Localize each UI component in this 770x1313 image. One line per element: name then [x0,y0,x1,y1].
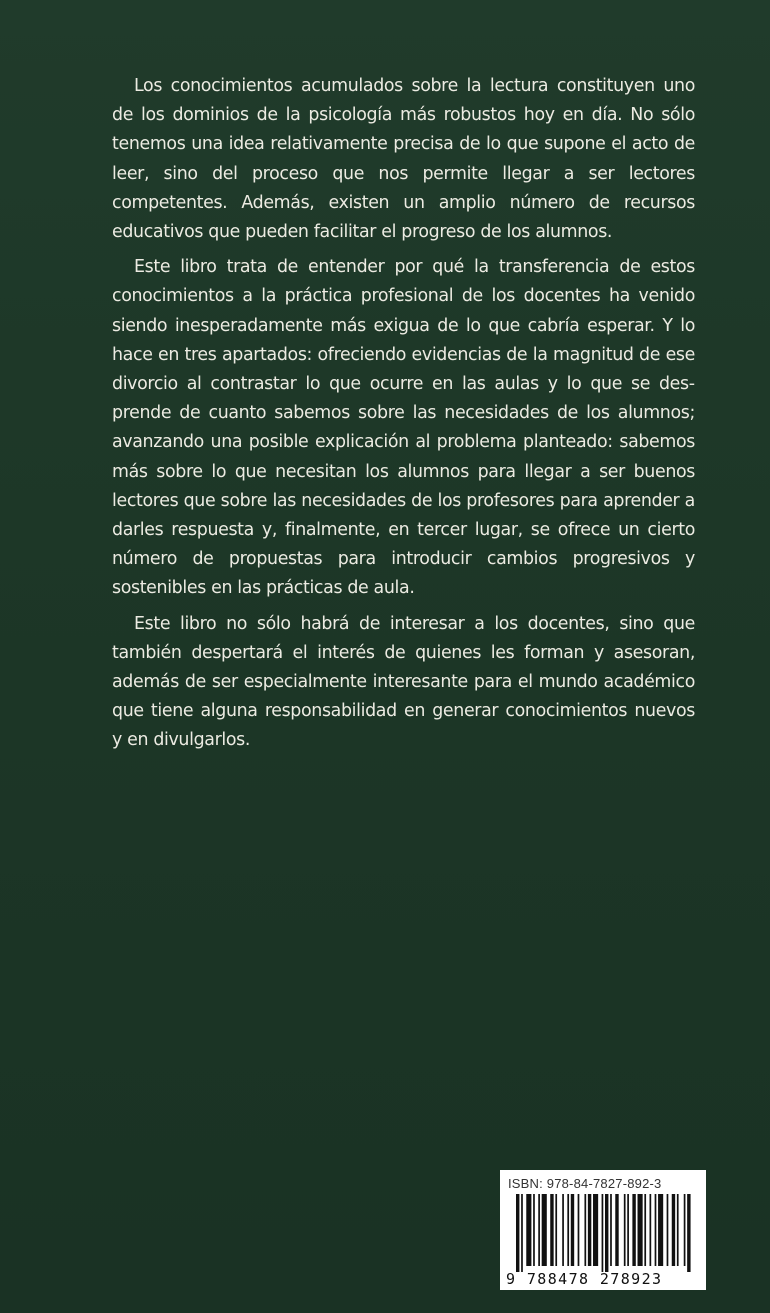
blurb-paragraph-1: Los conocimientos acumulados sobre la lectura constituyen uno de los dominios de la psicología más robustos hoy en día. No sólo tenemos una idea relativamente precisa de lo que supone el acto de leer, sino del proceso que nos permite llegar a ser lectores competentes. Además, existen un amplio número de recursos educativos que pueden facilitar el progreso de los alumnos. [112,76,695,243]
isbn-barcode-box [500,1170,706,1290]
isbn-label: ISBN: 978-84-7827-892-3 [508,1176,662,1191]
blurb-paragraph-2: Este libro trata de entender por qué la transferencia de estos conocimientos a la práctica profesional de los docentes ha venido siendo inesperadamente más exigua de lo que cabría esperar. Y lo hace en tres apartados: ofreciendo evidencias de la magnitud de ese divorcio al contrastar lo que ocurre en las aulas y lo que se desprende de cuanto sabemos sobre las necesidades de los alumnos; avanzando una posible explicación al problema planteado: sabemos más sobre lo que necesitan los alumnos para llegar a ser buenos lectores que sobre las necesidades de los profesores para aprender a darles respuesta y, finalmente, en tercer lugar, se ofrece un cierto número de propuestas para introducir cambios progresivos y sostenibles en las prácticas de aula. [112,257,695,599]
blurb-paragraph-3: Este libro no sólo habrá de interesar a los docentes, sino que también despertará el interés de quienes les forman y asesoran, además de ser especialmente interesante para el mundo académico que tiene alguna responsabilidad en generar conocimientos nuevos y en divulgarlos. [112,613,695,751]
barcode-digits: 9 788478 278923 [506,1270,663,1288]
barcode-icon [514,1194,696,1272]
back-cover-blurb [112,72,695,762]
